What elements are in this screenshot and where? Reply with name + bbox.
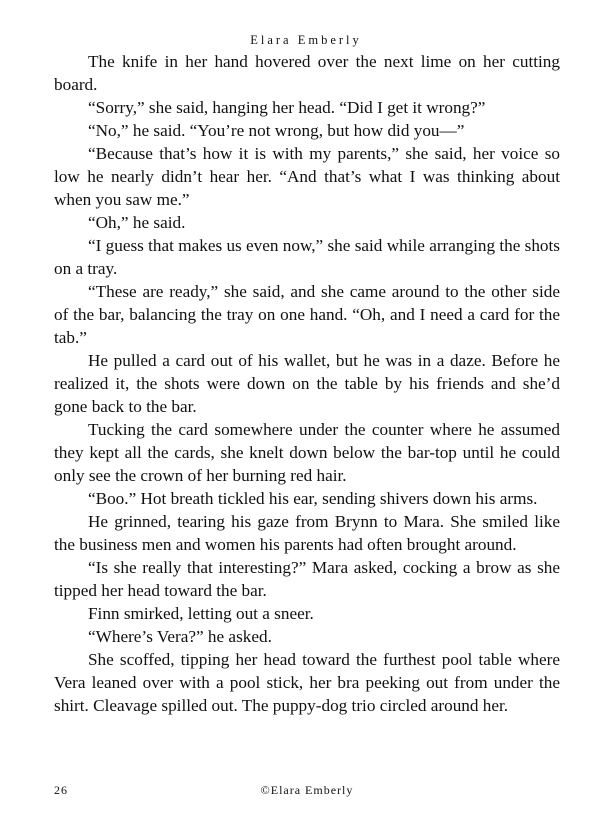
running-header-author: Elara Emberly [250,33,362,47]
paragraph: “Because that’s how it is with my parents,” she said, her voice so low he nearly didn’t hear her. “And that’s what I was thinking about when you saw me.” [54,144,560,209]
paragraph: “Oh,” he said. [88,213,186,232]
paragraph: “Where’s Vera?” he asked. [88,627,272,646]
paragraph: He pulled a card out of his wallet, but he was in a daze. Before he realized it, the shots were down on the table by his friends and she’d gone back to the bar. [54,351,560,416]
paragraph: “I guess that makes us even now,” she said while arranging the shots on a tray. [54,236,560,278]
copyright-notice: ©Elara Emberly [260,783,354,797]
paragraph: Finn smirked, letting out a sneer. [88,604,314,623]
body-text [54,50,560,717]
paragraph: She scoffed, tipping her head toward the furthest pool table where Vera leaned over with a pool stick, her bra peeking out from under the shirt. Cleavage spilled out. The puppy-dog trio circled around her. [54,650,560,715]
paragraph: The knife in her hand hovered over the next lime on her cutting board. [54,52,560,94]
paragraph: He grinned, tearing his gaze from Brynn to Mara. She smiled like the business men and women his parents had often brought around. [54,512,560,554]
paragraph: “Is she really that interesting?” Mara asked, cocking a brow as she tipped her head toward the bar. [54,558,560,600]
page-number: 26 [54,783,68,797]
paragraph: “These are ready,” she said, and she came around to the other side of the bar, balancing the tray on one hand. “Oh, and I need a card for the tab.” [54,282,560,347]
page-footer [54,782,560,798]
paragraph: Tucking the card somewhere under the counter where he assumed they kept all the cards, she knelt down below the bar-top until he could only see the crown of her burning red hair. [54,420,560,485]
paragraph: “No,” he said. “You’re not wrong, but how did you—” [88,121,465,140]
paragraph: “Sorry,” she said, hanging her head. “Did I get it wrong?” [88,98,486,117]
paragraph: “Boo.” Hot breath tickled his ear, sending shivers down his arms. [88,489,538,508]
